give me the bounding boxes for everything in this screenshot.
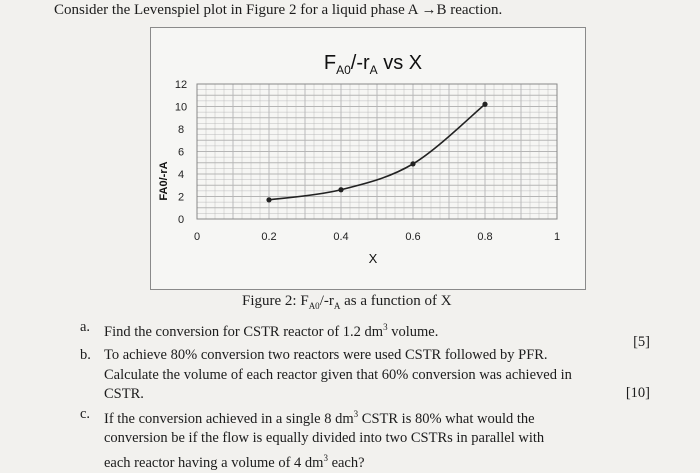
- marks-label: [10]: [625, 385, 650, 402]
- data-point: [266, 197, 271, 202]
- question-letter: c.: [80, 405, 91, 422]
- question-a: a. Find the conversion for CSTR reactor of 1.2 $dm^3$ volume. [5]: [80, 318, 650, 342]
- y-tick-label: 8: [177, 124, 185, 136]
- chart-title: $F_{A0}/-r_A$ vs X: [323, 52, 423, 77]
- y-tick-label: 2: [177, 191, 185, 204]
- question-letter: b.: [80, 347, 91, 364]
- x-tick-label: 0.2: [261, 231, 277, 243]
- x-tick-label: 0.8: [477, 231, 493, 243]
- data-point: [410, 161, 415, 166]
- intro-text: Consider the Levenspiel plot in Figure 2 for a liquid phase A →B reaction.: [54, 2, 503, 18]
- y-tick-label: 0: [177, 214, 185, 226]
- x-tick-label: 0.6: [405, 231, 421, 243]
- marks-label: [5]: [633, 334, 650, 350]
- chart-frame: [150, 27, 586, 290]
- y-tick-label: 6: [177, 146, 185, 159]
- figure-caption: Figure 2: $F_{A0}/-r_A$ as a function of X: [242, 293, 452, 311]
- question-list: [80, 318, 650, 473]
- x-tick-label: 1: [553, 231, 561, 243]
- grid: [197, 84, 557, 219]
- x-tick-label: 0: [193, 231, 201, 243]
- y-tick-label: 12: [174, 79, 188, 91]
- levenspiel-plot: [151, 28, 585, 289]
- x-tick-label: 0.4: [333, 231, 349, 243]
- question-letter: a.: [80, 319, 91, 335]
- data-point: [338, 187, 343, 192]
- y-axis-label: FA0/-rA: [158, 161, 170, 201]
- question-b: b. To achieve 80% conversion two reactors were used CSTR followed by PFR. Calculate the volume of each reactor given that 60% conversion was achieved in CSTR. [10]: [80, 347, 650, 403]
- y-tick-label: 10: [174, 101, 188, 114]
- data-point: [482, 102, 487, 107]
- x-axis-label: X: [368, 251, 378, 266]
- y-tick-label: 4: [177, 169, 185, 181]
- question-c: c. If the conversion achieved in a single 8 $dm^3$ CSTR is 80% what would the conversion be if the flow is equally divided into two CSTRs in parallel with each reactor having a volume of 4 $dm^3$ each?: [80, 405, 545, 471]
